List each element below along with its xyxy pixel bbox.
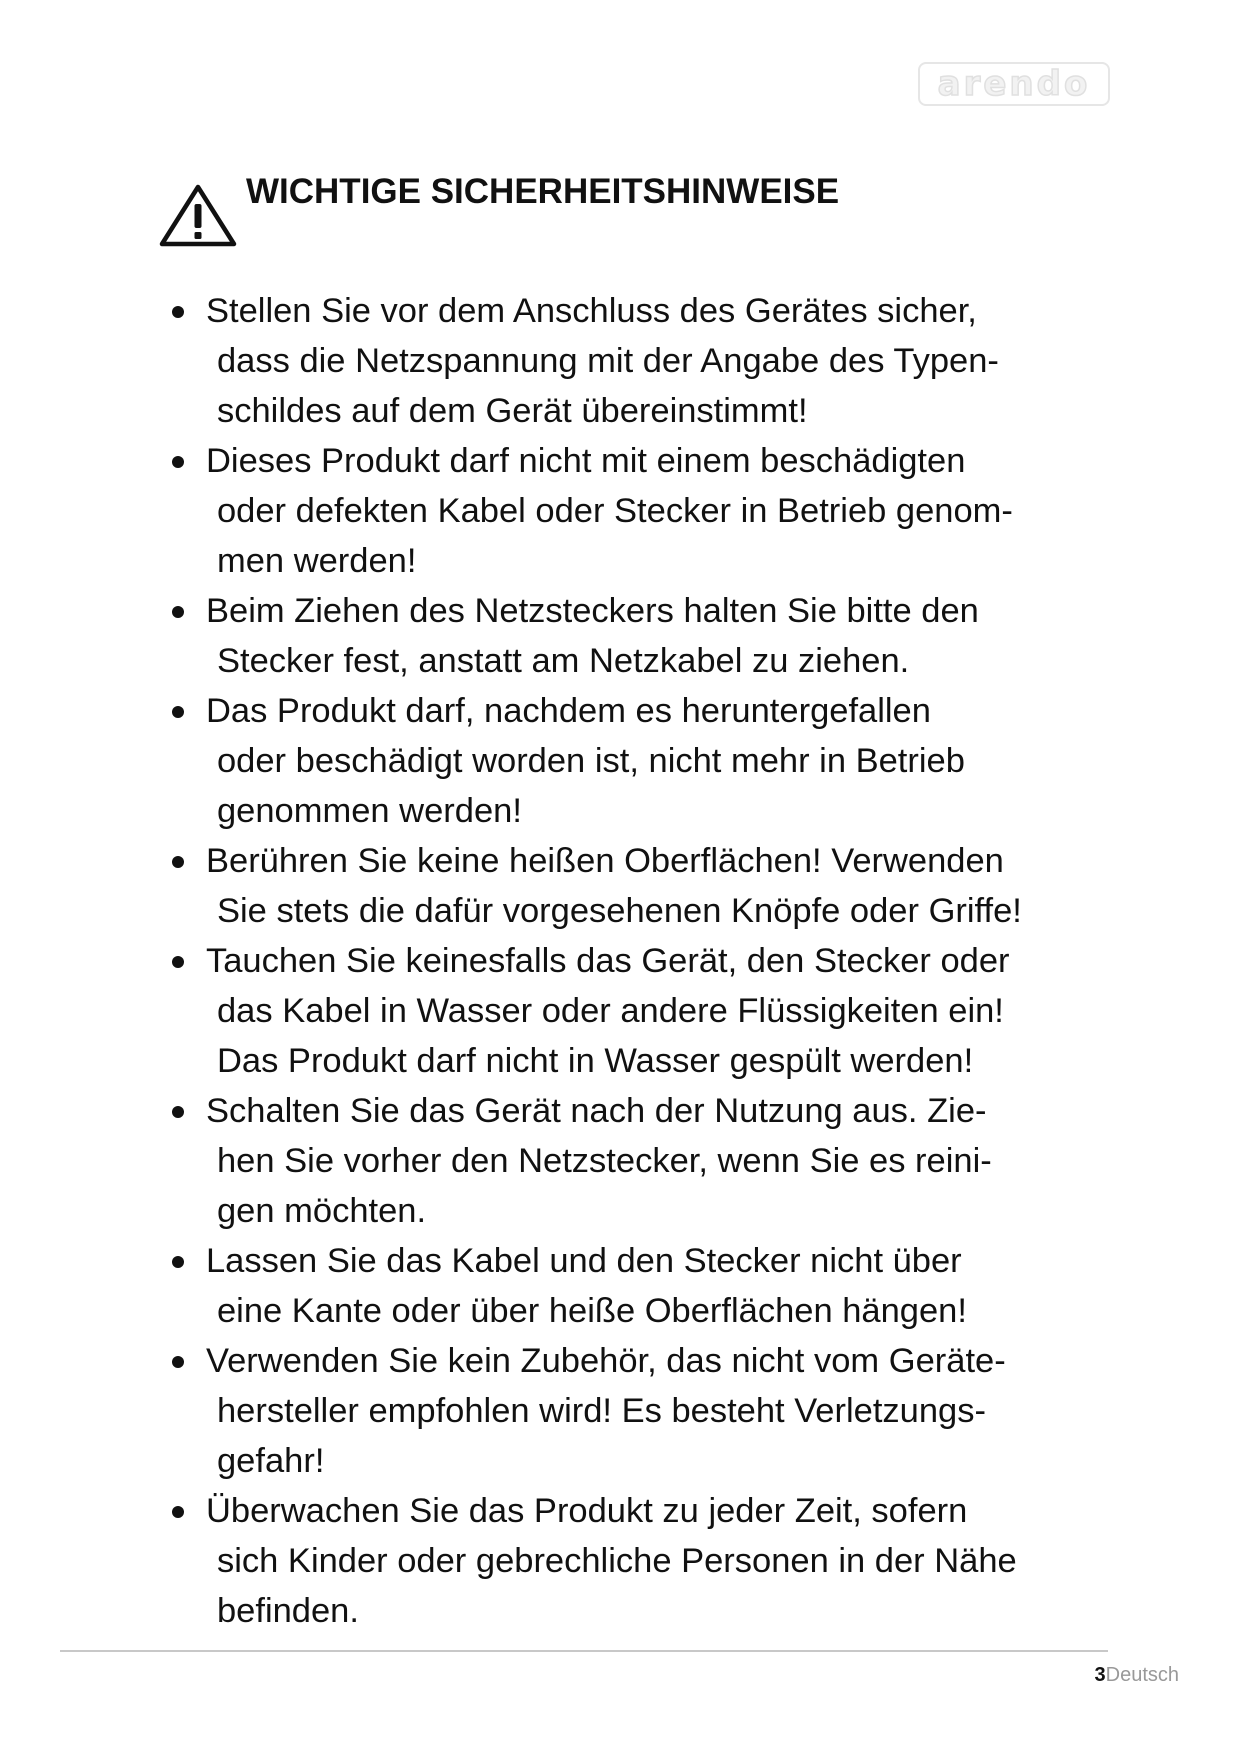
safety-instruction-item xyxy=(170,1086,1130,1236)
safety-instruction-item xyxy=(170,836,1130,936)
safety-instruction-item xyxy=(170,686,1130,836)
instruction-line: eine Kante oder über heiße Oberflächen hängen! xyxy=(217,1292,967,1330)
instruction-line: men werden! xyxy=(217,542,417,580)
instruction-line: Stellen Sie vor dem Anschluss des Gerätes sicher, xyxy=(206,292,977,330)
instruction-line: gen möchten. xyxy=(217,1192,427,1230)
instruction-line: Lassen Sie das Kabel und den Stecker nicht über xyxy=(206,1242,962,1280)
warning-triangle-icon xyxy=(158,182,238,248)
instruction-line: Sie stets die dafür vorgesehenen Knöpfe oder Griffe! xyxy=(217,892,1022,930)
instruction-line: Verwenden Sie kein Zubehör, das nicht vom Geräte- xyxy=(206,1342,1006,1380)
instruction-line: Überwachen Sie das Produkt zu jeder Zeit, sofern xyxy=(206,1492,968,1530)
safety-instruction-item xyxy=(170,436,1130,586)
instruction-line: Schalten Sie das Gerät nach der Nutzung aus. Zie- xyxy=(206,1092,987,1130)
instruction-line: hen Sie vorher den Netzstecker, wenn Sie es reini- xyxy=(217,1142,992,1180)
safety-instruction-item xyxy=(170,1236,1130,1336)
instruction-line: gefahr! xyxy=(217,1442,325,1480)
instruction-line: Stecker fest, anstatt am Netzkabel zu ziehen. xyxy=(217,642,910,680)
instruction-line: dass die Netzspannung mit der Angabe des Typen- xyxy=(217,342,999,380)
section-heading: WICHTIGE SICHERHEITSHINWEISE xyxy=(246,172,840,211)
instruction-line: oder defekten Kabel oder Stecker in Betrieb genom- xyxy=(217,492,1013,530)
instruction-line: hersteller empfohlen wird! Es besteht Verletzungs- xyxy=(217,1392,986,1430)
safety-instructions-list xyxy=(170,286,1130,1636)
safety-instruction-item xyxy=(170,286,1130,436)
instruction-line: Das Produkt darf, nachdem es heruntergefallen xyxy=(206,692,931,730)
page-language: Deutsch xyxy=(1105,1664,1179,1686)
instruction-line: das Kabel in Wasser oder andere Flüssigkeiten ein! xyxy=(217,992,1004,1030)
instruction-line: sich Kinder oder gebrechliche Personen in der Nähe xyxy=(217,1542,1017,1580)
instruction-line: genommen werden! xyxy=(217,792,522,830)
page-number: 3 xyxy=(1094,1664,1106,1686)
footer-divider xyxy=(60,1650,1108,1652)
page-footer xyxy=(1095,1664,1180,1687)
brand-logo: arendo xyxy=(918,62,1110,106)
instruction-line: Das Produkt darf nicht in Wasser gespült werden! xyxy=(217,1042,974,1080)
instruction-line: Berühren Sie keine heißen Oberflächen! Verwenden xyxy=(206,842,1004,880)
instruction-line: Beim Ziehen des Netzsteckers halten Sie bitte den xyxy=(206,592,979,630)
instruction-line: oder beschädigt worden ist, nicht mehr in Betrieb xyxy=(217,742,965,780)
instruction-line: Tauchen Sie keinesfalls das Gerät, den Stecker oder xyxy=(206,942,1010,980)
instruction-line: schildes auf dem Gerät übereinstimmt! xyxy=(217,392,808,430)
instruction-line: befinden. xyxy=(217,1592,359,1630)
safety-instruction-item xyxy=(170,1486,1130,1636)
safety-instruction-item xyxy=(170,586,1130,686)
safety-instruction-item xyxy=(170,1336,1130,1486)
instruction-line: Dieses Produkt darf nicht mit einem beschädigten xyxy=(206,442,966,480)
safety-instruction-item xyxy=(170,936,1130,1086)
